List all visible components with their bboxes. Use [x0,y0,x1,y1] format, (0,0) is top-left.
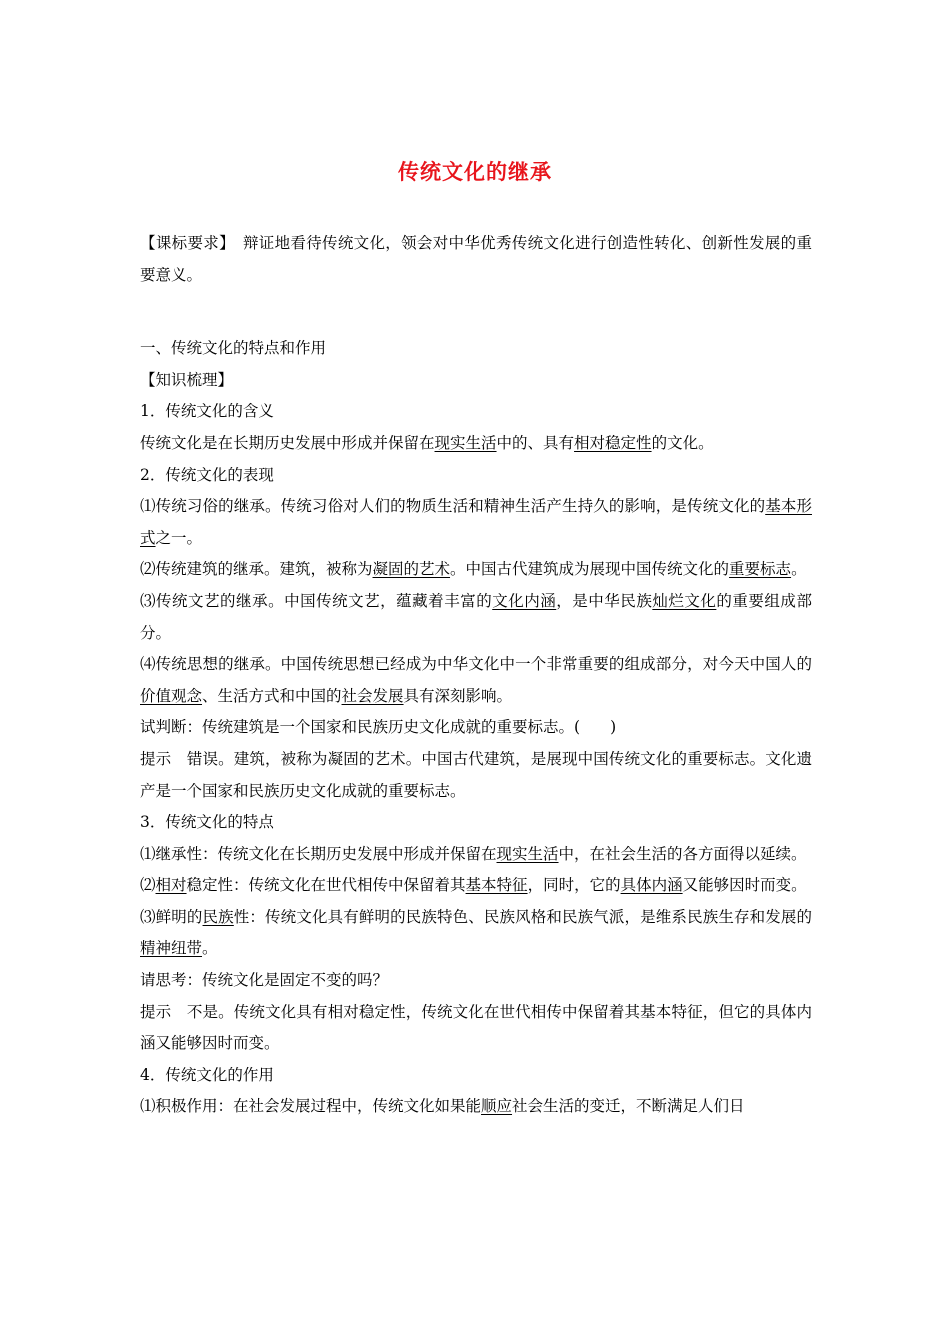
key-term: 具体内涵 [620,876,683,895]
think-question: 请思考：传统文化是固定不变的吗？ [140,971,389,990]
item4-point1: ⑴积极作用：在社会发展过程中，传统文化如果能顺应社会生活的变迁，不断满足人们日 [140,1097,745,1116]
item3-heading: 3．传统文化的特点 [140,813,274,832]
item3-point3: ⑶鲜明的民族性：传统文化具有鲜明的民族特色、民族风格和民族气派，是维系民族生存和发展的精神纽带。 [140,907,812,958]
requirement-text: 辩证地看待传统文化，领会对中华优秀传统文化进行创造性转化、创新性发展的重要意义。 [140,234,812,284]
key-term: 现实生活 [434,433,497,452]
key-term: 基本形式 [140,497,812,547]
requirement-label: 【课标要求】 [140,234,228,252]
key-term: 现实生活 [496,844,559,863]
think-hint: 提示 不是。传统文化具有相对稳定性，传统文化在世代相传中保留着其基本特征，但它的具体内涵又能够因时而变。 [140,1002,812,1053]
item2-point2: ⑵传统建筑的继承。建筑，被称为凝固的艺术。中国古代建筑成为展现中国传统文化的重要标志。 [140,560,807,579]
item2-point1: ⑴传统习俗的继承。传统习俗对人们的物质生活和精神生活产生持久的影响，是传统文化的基本形式之一。 [140,497,812,547]
key-term: 精神纽带 [140,939,203,958]
item3-point2: ⑵相对稳定性：传统文化在世代相传中保留着其基本特征，同时，它的具体内涵又能够因时而变。 [140,876,807,895]
item2-heading: 2．传统文化的表现 [140,465,274,484]
key-term: 凝固的艺术 [372,560,451,579]
item1-heading: 1．传统文化的含义 [140,402,274,421]
item1-text: 传统文化是在长期历史发展中形成并保留在现实生活中的、具有相对稳定性的文化。 [140,433,714,452]
key-term: 相对 [155,876,187,895]
key-term: 社会发展 [341,686,404,705]
item3-point1: ⑴继承性：传统文化在长期历史发展中形成并保留在现实生活中，在社会生活的各方面得以延续。 [140,844,807,863]
page-title: 传统文化的继承 [398,160,552,184]
key-term: 顺应 [481,1097,513,1116]
item4-heading: 4．传统文化的作用 [140,1065,274,1084]
document-body [140,228,812,1123]
key-term: 价值观念 [140,686,203,705]
item2-point3: ⑶传统文艺的继承。中国传统文艺，蕴藏着丰富的文化内涵，是中华民族灿烂文化的重要组成部分。 [140,591,812,642]
judge-hint: 提示 错误。建筑，被称为凝固的艺术。中国古代建筑，是展现中国传统文化的重要标志。文化遗产是一个国家和民族历史文化成就的重要标志。 [140,749,812,800]
section-heading: 一、传统文化的特点和作用 [140,339,327,358]
key-term: 重要标志 [729,560,792,579]
item2-point4: ⑷传统思想的继承。中国传统思想已经成为中华文化中一个非常重要的组成部分，对今天中国人的价值观念、生活方式和中国的社会发展具有深刻影响。 [140,655,812,705]
curriculum-requirement [140,228,812,291]
key-term: 基本特征 [465,876,528,895]
key-term: 民族 [202,907,234,926]
key-term: 灿烂文化 [652,591,717,610]
key-term: 文化内涵 [492,591,557,610]
knowledge-review-label: 【知识梳理】 [140,370,234,389]
judge-question: 试判断：传统建筑是一个国家和民族历史文化成就的重要标志。( ) [140,718,617,737]
key-term: 相对稳定性 [574,433,652,452]
